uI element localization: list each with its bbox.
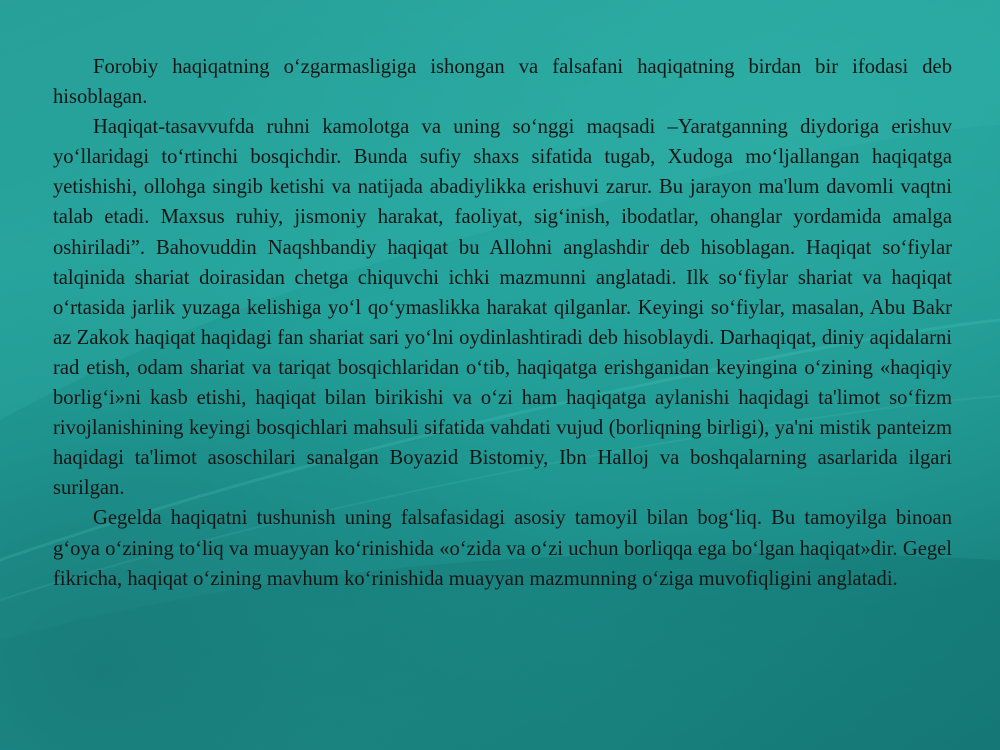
paragraph: Haqiqat-tasavvufda ruhni kamolotga va uning so‘nggi maqsadi –Yaratganning diydoriga erishuv yo‘llaridagi to‘rtinchi bosqichdir. Bunda sufiy shaxs sifatida tugab, Xudoga mo‘ljallangan haqiqatga yetishishi, ollohga singib ketishi va natijada abadiylikka erishuvi zarur. Bu jarayon ma'lum davomli vaqtni talab etadi. Maxsus ruhiy, jismoniy harakat, faoliyat, sig‘inish, ibodatlar, ohanglar yordamida amalga oshiriladi”. Bahovuddin Naqshbandiy haqiqat bu Allohni anglashdir deb hisoblagan. Haqiqat so‘fiylar talqinida shariat doirasidan chetga chiquvchi ichki mazmunni anglatadi. Ilk so‘fiylar shariat va haqiqat o‘rtasida jarlik yuzaga kelishiga yo‘l qo‘ymaslikka harakat qilganlar. Keyingi so‘fiylar, masalan, Abu Bakr az Zakok haqiqat haqidagi fan shariat sari yo‘lni oydinlashtiradi deb hisoblaydi. Darhaqiqat, diniy aqidalarni rad etish, odam shariat va tariqat bosqichlaridan o‘tib, haqiqatga erishganidan keyingina o‘zining «haqiqiy borlig‘i»ni kasb etishi, haqiqat bilan birikishi va o‘zi ham haqiqatga aylanishi haqidagi ta'limot so‘fizm rivojlanishining keyingi bosqichlari mahsuli sifatida vahdati vujud (borliqning birligi), ya'ni mistik panteizm haqidagi ta'limot asoschilari sanalgan Boyazid Bistomiy, Ibn Halloj va boshqalarning asarlarida ilgari surilgan. — [53, 116, 952, 500]
paragraph: Forobiy haqiqatning o‘zgarmasligiga ishongan va falsafani haqiqatning birdan bir ifodasi deb hisoblagan. — [53, 56, 952, 109]
paragraph: Gegelda haqiqatni tushunish uning falsafasidagi asosiy tamoyil bilan bog‘liq. Bu tamoyilga binoan g‘oya o‘zining to‘liq va muayyan ko‘rinishida «o‘zida va o‘zi uchun borliqqa ega bo‘lgan haqiqat»dir. Gegel fikricha, haqiqat o‘zining mavhum ko‘rinishida muayyan mazmunning o‘ziga muvofiqligini anglatadi. — [53, 507, 952, 590]
body-text — [53, 52, 952, 594]
